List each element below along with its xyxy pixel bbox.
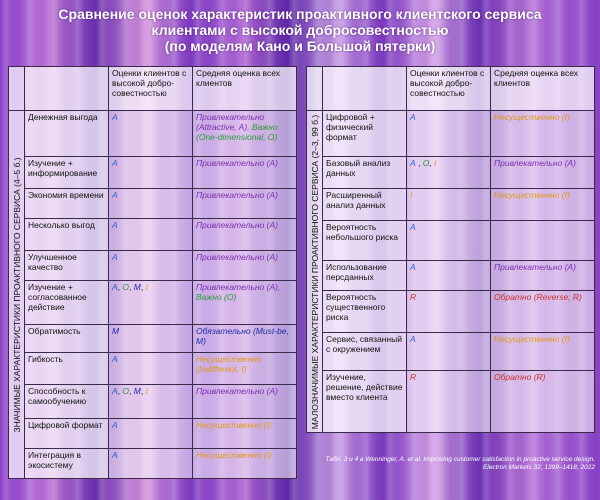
right-rows-2-eval-part: I — [410, 190, 413, 200]
row-name: Изучение + информирование — [25, 157, 109, 189]
right-rows-1-eval-part: , — [429, 158, 435, 168]
table-row — [307, 111, 595, 157]
row-eval — [407, 371, 491, 433]
side-label: МАЛОЗНАЧИМЫЕ ХАРАКТЕРИСТИКИ ПРОАКТИВНОГО СЕРВИСА (2–3, 99 б.) — [309, 114, 320, 429]
left-rows-7-eval-part: A — [112, 354, 118, 364]
row-name: Изучение, решение, действие вместо клиента — [323, 371, 407, 433]
table-row — [307, 261, 595, 291]
side-label-cell — [307, 111, 323, 433]
row-name: Изучение + согласованное действие — [25, 281, 109, 325]
row-name: Гибкость — [25, 353, 109, 385]
side-label: ЗНАЧИМЫЕ ХАРАКТЕРИСТИКИ ПРОАКТИВНОГО СЕРВИСА (4–5 б.) — [11, 156, 22, 433]
left-rows-9-eval-part: A — [112, 420, 118, 430]
left-rows-5-avg-part: Привлекательно (A), — [196, 282, 281, 292]
left-rows-4-avg-part: Привлекательно (A) — [196, 252, 278, 262]
row-name: Расширенный анализ данных — [323, 189, 407, 221]
row-eval — [109, 111, 193, 157]
table-row — [9, 157, 297, 189]
right-rows-5-eval-part: R — [410, 292, 417, 302]
row-name: Денежная выгода — [25, 111, 109, 157]
row-avg — [193, 281, 297, 325]
left-rows-4-eval-part: A — [112, 252, 118, 262]
row-name: Обратимость — [25, 325, 109, 353]
table-row — [9, 111, 297, 157]
left-rows-3-avg-part: Привлекательно (A) — [196, 220, 278, 230]
row-eval — [109, 325, 193, 353]
left-rows-9-avg-part: Несущественно (I) — [196, 420, 272, 430]
right-rows-1-eval-part: I — [434, 158, 437, 168]
title-line-2: клиентами с высокой добросовестностью — [151, 22, 449, 38]
left-rows-5-eval-part: , — [117, 282, 123, 292]
row-avg — [193, 325, 297, 353]
left-rows-8-eval-part: O — [122, 386, 130, 396]
left-rows-8-eval-part: M — [133, 386, 141, 396]
row-eval — [109, 419, 193, 449]
left-table — [8, 66, 297, 479]
row-name: Цифровой + физический формат — [323, 111, 407, 157]
row-name: Цифровой формат — [25, 419, 109, 449]
right-rows-4-avg-part: Привлекательно (A) — [494, 262, 576, 272]
row-name: Сервис, связанный с окружением — [323, 333, 407, 371]
table-row — [9, 419, 297, 449]
row-avg — [491, 157, 595, 189]
left-rows-2-avg-part: Привлекательно (A) — [196, 190, 278, 200]
left-rows-7-avg-part: Несущественно (Indifferent, I) — [196, 354, 262, 374]
row-eval — [109, 353, 193, 385]
header-eval: Оценки клиентов с высокой добро-совестностью — [109, 67, 193, 111]
side-label-cell — [9, 111, 25, 479]
row-eval — [109, 251, 193, 281]
left-rows-5-eval-part: O — [122, 282, 130, 292]
row-name: Вероятность существенного риска — [323, 291, 407, 333]
right-rows-6-eval-part: A — [410, 334, 416, 344]
row-avg — [491, 261, 595, 291]
row-eval — [109, 449, 193, 479]
left-rows-8-eval-part: , — [117, 386, 123, 396]
table-row — [307, 157, 595, 189]
row-avg — [491, 111, 595, 157]
row-avg — [193, 353, 297, 385]
left-rows-8-avg-part: Привлекательно (A) — [196, 386, 278, 396]
table-row — [9, 189, 297, 219]
left-rows-5-eval-part: I — [145, 282, 148, 292]
right-rows-6-avg-part: Несущественно (I) — [494, 334, 570, 344]
row-name: Базовый анализ данных — [323, 157, 407, 189]
left-rows-0-avg-part: Привлекательно (Attractive, A), — [196, 112, 265, 132]
left-rows-5-eval-part: , — [129, 282, 134, 292]
right-rows-7-avg-part: Обратно (R) — [494, 372, 546, 382]
row-name: Способность к самообучению — [25, 385, 109, 419]
row-avg — [193, 157, 297, 189]
table-row — [9, 281, 297, 325]
page-title — [0, 6, 600, 54]
table-row — [307, 221, 595, 261]
row-name: Интеграция в экосистему — [25, 449, 109, 479]
row-eval — [109, 385, 193, 419]
header-name-blank — [323, 67, 407, 111]
left-rows-8-eval-part: A — [112, 386, 118, 396]
row-avg — [491, 371, 595, 433]
row-eval — [407, 111, 491, 157]
right-rows-4-eval-part: A — [410, 262, 416, 272]
row-eval — [407, 261, 491, 291]
header-corner — [9, 67, 25, 111]
table-row — [307, 189, 595, 221]
header-eval: Оценки клиентов с высокой добро-совестностью — [407, 67, 491, 111]
left-rows-1-eval-part: A — [112, 158, 118, 168]
row-avg — [491, 221, 595, 261]
right-rows-7-eval-part: R — [410, 372, 417, 382]
row-eval — [109, 189, 193, 219]
header-corner — [307, 67, 323, 111]
left-rows-8-eval-part: I — [145, 386, 148, 396]
row-name: Экономия времени — [25, 189, 109, 219]
row-avg — [491, 333, 595, 371]
right-rows-0-eval-part: A — [410, 112, 416, 122]
row-eval — [407, 189, 491, 221]
right-rows-0-avg-part: Несущественно (I) — [494, 112, 570, 122]
right-rows-1-eval-part: O — [422, 158, 430, 168]
left-rows-5-eval-part: , — [140, 282, 146, 292]
header-avg: Средняя оценка всех клиентов — [193, 67, 297, 111]
left-rows-10-avg-part: Несущественно (I) — [196, 450, 272, 460]
row-eval — [109, 157, 193, 189]
table-row — [307, 333, 595, 371]
title-line-1: Сравнение оценок характеристик проактивного клиентского сервиса — [58, 6, 542, 22]
table-row — [307, 371, 595, 433]
left-rows-8-eval-part: , — [140, 386, 146, 396]
table-row — [9, 251, 297, 281]
left-rows-5-eval-part: M — [133, 282, 141, 292]
left-rows-5-avg-part: Важно (O) — [196, 292, 237, 302]
right-rows-1-avg-part: Привлекательно (A) — [494, 158, 576, 168]
left-rows-6-avg-part: Обязательно (Must-be, M) — [196, 326, 289, 346]
row-avg — [193, 419, 297, 449]
table-row — [9, 385, 297, 419]
row-avg — [193, 219, 297, 251]
right-rows-1-eval-part: A — [410, 158, 416, 168]
left-rows-1-avg-part: Привлекательно (A) — [196, 158, 278, 168]
row-avg — [193, 111, 297, 157]
row-avg — [193, 449, 297, 479]
title-line-3: (по моделям Кано и Большой пятерки) — [164, 38, 436, 54]
row-name: Улучшенное качество — [25, 251, 109, 281]
right-rows-3-eval-part: A — [410, 222, 416, 232]
table-row — [9, 353, 297, 385]
source-note: Табл. 3 и 4 в Wenninger, A. et al. Improving customer satisfaction in proactive service design. Electron Markets 32, 1399–1418, 2022 — [325, 456, 595, 471]
table-row — [307, 291, 595, 333]
row-eval — [109, 219, 193, 251]
right-rows-1-eval-part: , — [415, 158, 423, 168]
row-name: Использование персданных — [323, 261, 407, 291]
row-avg — [193, 385, 297, 419]
table-row — [9, 325, 297, 353]
header-avg: Средняя оценка всех клиентов — [491, 67, 595, 111]
row-name: Несколько выгод — [25, 219, 109, 251]
row-avg — [193, 251, 297, 281]
left-rows-5-eval-part: A — [112, 282, 118, 292]
row-eval — [407, 333, 491, 371]
table-row — [9, 219, 297, 251]
right-table — [306, 66, 595, 433]
left-rows-0-eval-part: A — [112, 112, 118, 122]
row-avg — [491, 189, 595, 221]
row-name: Вероятность небольшого риска — [323, 221, 407, 261]
header-name-blank — [25, 67, 109, 111]
left-rows-3-eval-part: A — [112, 220, 118, 230]
left-rows-10-eval-part: A — [112, 450, 118, 460]
right-rows-2-avg-part: Несущественно (I) — [494, 190, 570, 200]
row-eval — [407, 291, 491, 333]
table-row — [9, 449, 297, 479]
row-eval — [407, 221, 491, 261]
left-rows-0-avg-part: Важно (One-dimensional, O) — [196, 122, 278, 142]
row-eval — [407, 157, 491, 189]
right-rows-5-avg-part: Обратно (Reverse, R) — [494, 292, 582, 302]
left-rows-6-eval-part: M — [112, 326, 120, 336]
row-eval — [109, 281, 193, 325]
row-avg — [491, 291, 595, 333]
left-rows-2-eval-part: A — [112, 190, 118, 200]
left-rows-8-eval-part: , — [129, 386, 134, 396]
row-avg — [193, 189, 297, 219]
